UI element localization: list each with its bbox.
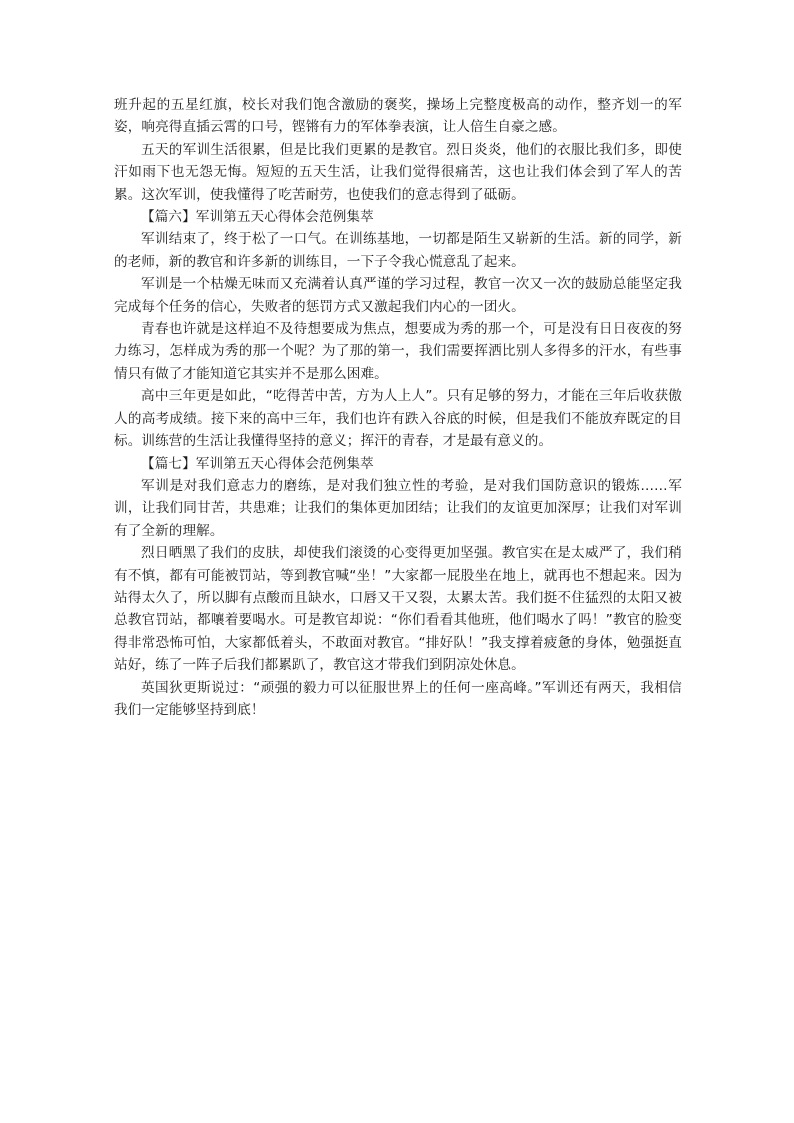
paragraph: 军训结束了，终于松了一口气。在训练基地，一切都是陌生又崭新的生活。新的同学，新的老师，新的教官和许多新的训练目，一下子令我心慌意乱了起来。 (114, 231, 682, 270)
paragraph: 军训是一个枯燥无味而又充满着认真严谨的学习过程，教官一次又一次的鼓励总能坚定我完成每个任务的信心，失败者的惩罚方式又激起我们内心的一团火。 (114, 276, 682, 315)
paragraph: 英国狄更斯说过：“顽强的毅力可以征服世界上的任何一座高峰。”军训还有两天，我相信我们一定能够坚持到底！ (114, 679, 682, 718)
paragraph: 军训是对我们意志力的磨练，是对我们独立性的考验，是对我们国防意识的锻炼……军训，让我们同甘苦，共患难；让我们的集体更加团结；让我们的友谊更加深厚；让我们对军训有了全新的理解。 (114, 477, 682, 539)
section-heading-seven: 【篇七】军训第五天心得体会范例集萃 (141, 455, 374, 472)
section-heading-six: 【篇六】军训第五天心得体会范例集萃 (141, 209, 374, 226)
paragraph: 烈日晒黑了我们的皮肤，却使我们滚烫的心变得更加坚强。教官实在是太威严了，我们稍有不慎，都有可能被罚站，等到教官喊“坐！”大家都一屁股坐在地上，就再也不想起来。因为站得太久了，所以脚有点酸而且缺水，口唇又干又裂，太累太苦。我们挺不住猛烈的太阳又被总教官罚站，都嚷着要喝水。可是教官却说：“你们看看其他班，他们喝水了吗！”教官的脸变得非常恐怖可怕，大家都低着头，不敢面对教官。“排好队！”我支撑着疲惫的身体，勉强挺直站好，练了一阵子后我们都累趴了，教官这才带我们到阴凉处休息。 (114, 545, 682, 674)
paragraph: 班升起的五星红旗，校长对我们饱含激励的褒奖，操场上完整度极高的动作，整齐划一的军姿，响亮得直插云霄的口号，铿锵有力的军体拳表演，让人倍生自豪之感。 (114, 97, 682, 136)
document-page (114, 94, 682, 721)
paragraph: 高中三年更是如此，“吃得苦中苦，方为人上人”。只有足够的努力，才能在三年后收获傲人的高考成绩。接下来的高中三年，我们也许有跌入谷底的时候，但是我们不能放弃既定的目标。训练营的生活让我懂得坚持的意义；挥汗的青春，才是最有意义的。 (114, 388, 682, 450)
paragraph: 五天的军训生活很累，但是比我们更累的是教官。烈日炎炎，他们的衣服比我们多，即使汗如雨下也无怨无悔。短短的五天生活，让我们觉得很痛苦，这也让我们体会到了军人的苦累。这次军训，使我懂得了吃苦耐劳，也使我们的意志得到了砥砺。 (114, 141, 682, 203)
paragraph: 青春也许就是这样迫不及待想要成为焦点，想要成为秀的那一个，可是没有日日夜夜的努力练习，怎样成为秀的那一个呢？为了那的第一，我们需要挥洒比别人多得多的汗水，有些事情只有做了才能知道它其实并不是那么困难。 (114, 321, 682, 382)
